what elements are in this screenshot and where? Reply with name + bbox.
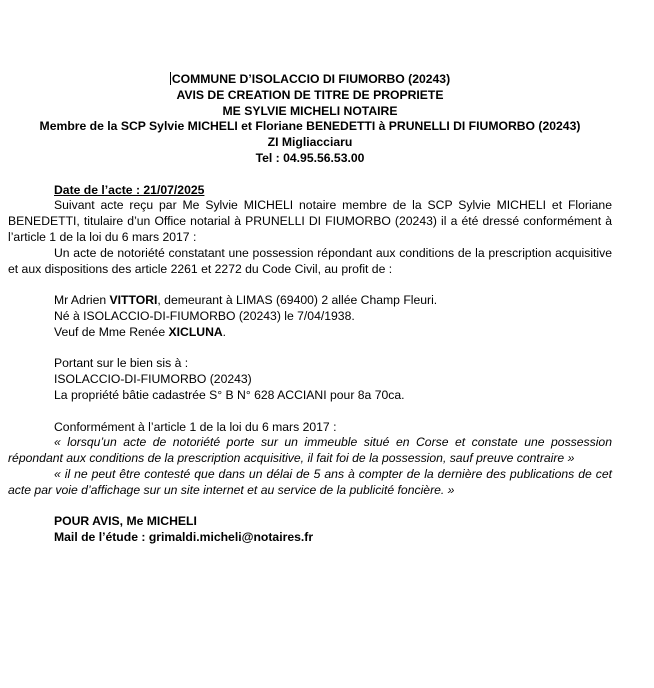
mail-label: Mail de l’étude : [54,530,149,545]
notice-document [8,72,612,546]
loi-intro: Conformément à l’article 1 de la loi du 6 mars 2017 : [54,419,337,434]
bien-label: Portant sur le bien sis à : [54,356,189,371]
bien-description: La propriété bâtie cadastrée S° B N° 628 ACCIANI pour 8a 70ca. [54,387,405,402]
header-address: ZI Migliacciaru [267,135,353,150]
header-commune-text: COMMUNE D’ISOLACCIO DI FIUMORBO (20243) [171,72,451,86]
bien-commune: ISOLACCIO-DI-FIUMORBO (20243) [54,372,252,387]
header-phone: Tel : 04.95.56.53.00 [255,150,365,165]
beneficiaire-block [8,293,612,340]
beneficiaire-prefix: Mr Adrien [54,293,110,308]
beneficiaire-naissance: Né à ISOLACCIO-DI-FIUMORBO (20243) le 7/04/1938. [54,308,355,323]
veuf-prefix: Veuf de Mme Renée [54,324,169,339]
acte-date-text: Date de l’acte : 21/07/2025 [54,182,205,197]
acte-paragraph-1: Suivant acte reçu par Me Sylvie MICHELI notaire membre de la SCP Sylvie MICHELI et Floriane BENEDETTI, titulaire d’un Office notarial à PRUNELLI DI FIUMORBO (20243) il a été dressé conformément à l’article 1 de la loi du 6 mars 2017 : [8,198,612,244]
loi-quote-1: « lorsqu’un acte de notoriété porte sur un immeuble situé en Corse et constate une possession répondant aux conditions de la prescription acquisitive, il fait foi de la possession, sauf preuve contraire » [8,435,612,466]
bien-block [8,356,612,403]
header-notaire: ME SYLVIE MICHELI NOTAIRE [222,103,398,118]
veuf-suffix: . [222,324,227,339]
beneficiaire-line [54,293,612,309]
beneficiaire-veuf [54,325,612,341]
mail-address: grimaldi.micheli@notaires.fr [148,530,314,545]
header-avis-title: AVIS DE CREATION DE TITRE DE PROPRIETE [176,87,444,102]
acte-paragraph-2: Un acte de notoriété constatant une possession répondant aux conditions de la prescription acquisitive et aux dispositions des article 2261 et 2272 du Code Civil, au profit de : [8,245,612,276]
text-cursor [170,72,171,85]
loi-quote-2: « il ne peut être contesté que dans un délai de 5 ans à compter de la dernière des publications de cet acte par voie d’affichage sur un site internet et au service de la publicité foncière. » [8,466,612,497]
header-commune [8,72,612,88]
header-scp: Membre de la SCP Sylvie MICHELI et Floriane BENEDETTI à PRUNELLI DI FIUMORBO (20243) [39,119,581,134]
signature-mail-line [54,530,612,546]
beneficiaire-nom: VITTORI [109,293,158,308]
acte-date [8,183,612,199]
veuf-nom: XICLUNA [168,324,223,339]
signature-pour-avis: POUR AVIS, Me MICHELI [54,514,197,529]
beneficiaire-adresse: , demeurant à LIMAS (69400) 2 allée Champ Fleuri. [157,293,438,308]
signature-block [8,514,612,546]
notice-header [8,72,612,167]
